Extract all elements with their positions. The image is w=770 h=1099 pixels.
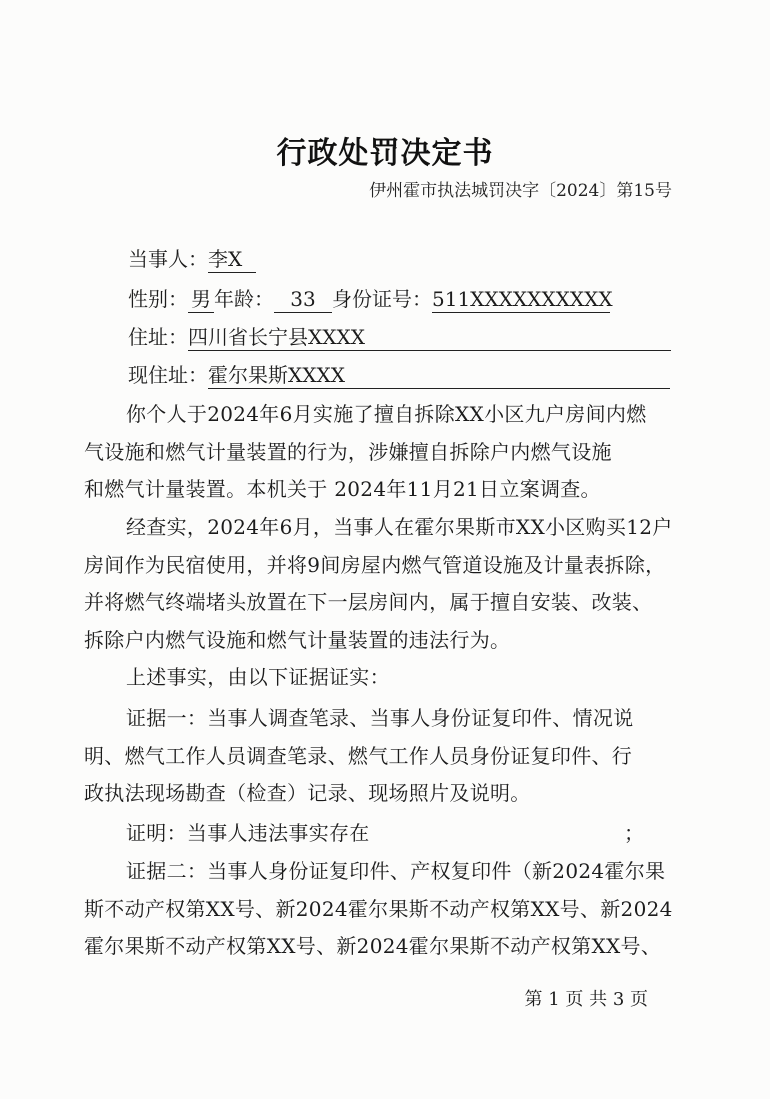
paragraph-proof-one bbox=[84, 815, 689, 853]
current-address-row bbox=[128, 360, 670, 390]
proof-text: 证明：当事人违法事实存在 bbox=[126, 821, 370, 845]
age-value: 33 bbox=[274, 286, 332, 313]
text-line: 房间作为民宿使用，并将9间房屋内燃气管道设施及计量表拆除， bbox=[84, 552, 666, 577]
party-name-value: 李X bbox=[208, 246, 256, 273]
address-row bbox=[128, 322, 671, 352]
id-value: 511XXXXXXXXXX bbox=[432, 287, 613, 311]
paragraph-findings bbox=[84, 509, 689, 659]
age-label: 年龄： bbox=[214, 287, 274, 311]
text-line: 和燃气计量装置。本机关于 2024年11月21日立案调查。 bbox=[84, 477, 601, 501]
party-detail-row bbox=[128, 284, 613, 314]
party-name-label: 当事人： bbox=[128, 247, 208, 271]
page-number: 第 1 页 共 3 页 bbox=[524, 989, 648, 1010]
text-line: 证据一：当事人调查笔录、当事人身份证复印件、情况说 bbox=[126, 706, 634, 730]
paragraph-evidence-intro bbox=[84, 659, 689, 697]
paragraph-violation bbox=[84, 396, 689, 509]
address-value: 四川省长宁县XXXX bbox=[188, 324, 671, 351]
id-label: 身份证号： bbox=[332, 287, 432, 311]
text-line: 上述事实，由以下证据证实： bbox=[126, 665, 390, 689]
text-line: 政执法现场勘查（检查）记录、现场照片及说明。 bbox=[84, 781, 531, 805]
current-address-label: 现住址： bbox=[128, 363, 208, 387]
text-line: 经查实，2024年6月，当事人在霍尔果斯市XX小区购买12户 bbox=[126, 515, 673, 539]
text-line: 明、燃气工作人员调查笔录、燃气工作人员身份证复印件、行 bbox=[84, 743, 633, 768]
paragraph-evidence-two bbox=[84, 853, 689, 966]
gender-value: 男 bbox=[188, 286, 214, 313]
text-line: 气设施和燃气计量装置的行为，涉嫌擅自拆除户内燃气设施 bbox=[84, 439, 612, 464]
document-number: 伊州霍市执法城罚决字〔2024〕第15号 bbox=[369, 181, 672, 201]
paragraph-evidence-one bbox=[84, 700, 689, 813]
gender-label: 性别： bbox=[128, 287, 188, 311]
address-label: 住址： bbox=[128, 325, 188, 349]
document-title: 行政处罚决定书 bbox=[276, 136, 494, 171]
text-line: 证据二：当事人身份证复印件、产权复印件（新2024霍尔果 bbox=[126, 859, 666, 883]
proof-end-mark: ； bbox=[624, 821, 645, 845]
text-line: 你个人于2024年6月实施了擅自拆除XX小区九户房间内燃 bbox=[126, 402, 647, 426]
party-name-row bbox=[128, 244, 256, 274]
text-line: 并将燃气终端堵头放置在下一层房间内，属于擅自安装、改装、 bbox=[84, 590, 653, 614]
text-line: 拆除户内燃气设施和燃气计量装置的违法行为。 bbox=[84, 627, 511, 652]
text-line: 斯不动产权第XX号、新2024霍尔果斯不动产权第XX号、新2024 bbox=[84, 896, 673, 921]
current-address-value: 霍尔果斯XXXX bbox=[208, 362, 670, 389]
text-line: 霍尔果斯不动产权第XX号、新2024霍尔果斯不动产权第XX号、 bbox=[84, 934, 662, 958]
